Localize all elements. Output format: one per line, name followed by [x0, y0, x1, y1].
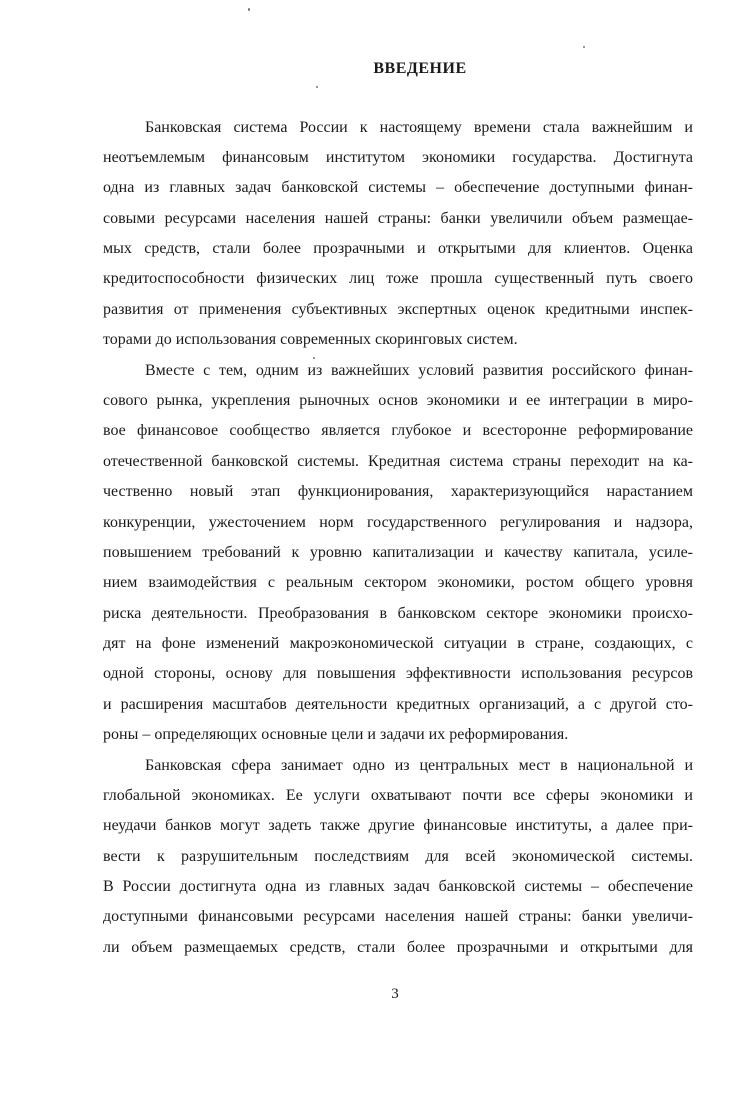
text-line: неотъемлемым финансовым институтом экономики государства. Достигнута	[103, 149, 693, 166]
text-line: Банковская сфера занимает одно из центральных мест в национальной и	[145, 757, 693, 774]
scan-speck	[316, 86, 318, 88]
text-line: доступными финансовыми ресурсами населения нашей страны: банки увеличи-	[103, 908, 693, 925]
text-line: нием взаимодействия с реальным сектором экономики, ростом общего уровня	[103, 574, 693, 591]
text-line: мых средств, стали более прозрачными и открытыми для клиентов. Оценка	[103, 240, 693, 257]
text-line: вести к разрушительным последствиям для всей экономической системы.	[103, 848, 693, 865]
text-line: торами до использования современных скоринговых систем.	[103, 331, 518, 348]
text-line: глобальной экономиках. Ее услуги охватывают почти все сферы экономики и	[103, 787, 693, 804]
text-line: риска деятельности. Преобразования в банковском секторе экономики происхо-	[103, 605, 693, 622]
scan-speck	[313, 357, 315, 359]
text-line: неудачи банков могут задеть также другие финансовые институты, а далее при-	[103, 817, 693, 834]
text-line: дят на фоне изменений макроэкономической ситуации в стране, создающих, с	[103, 635, 693, 652]
text-line: чественно новый этап функционирования, характеризующийся нарастанием	[103, 483, 693, 500]
page-number: 3	[391, 986, 399, 1002]
text-line: одной стороны, основу для повышения эффективности использования ресурсов	[103, 665, 693, 682]
text-line: сового рынка, укрепления рыночных основ экономики и ее интеграции в миро-	[103, 392, 693, 409]
text-line: и расширения масштабов деятельности кредитных организаций, а с другой сто-	[103, 696, 693, 713]
text-line: ли объем размещаемых средств, стали более прозрачными и открытыми для	[103, 939, 693, 956]
text-line: одна из главных задач банковской системы – обеспечение доступными финан-	[103, 179, 693, 196]
text-line: вое финансовое сообщество является глубокое и всесторонне реформирование	[103, 422, 693, 439]
text-line: кредитоспособности физических лиц тоже прошла существенный путь своего	[103, 270, 693, 287]
text-line: В России достигнута одна из главных задач банковской системы – обеспечение	[103, 878, 693, 895]
text-line: роны – определяющих основные цели и задачи их реформирования.	[103, 726, 569, 743]
text-line: развития от применения субъективных экспертных оценок кредитными инспек-	[103, 301, 693, 318]
text-line: Банковская система России к настоящему времени стала важнейшим и	[145, 119, 693, 136]
text-line: Вместе с тем, одним из важнейших условий развития российского финан-	[145, 362, 693, 379]
text-line: отечественной банковской системы. Кредитная система страны переходит на ка-	[103, 453, 693, 470]
text-line: совыми ресурсами населения нашей страны: банки увеличили объем размещае-	[103, 210, 693, 227]
scan-speck	[583, 46, 585, 48]
text-line: конкуренции, ужесточением норм государственного регулирования и надзора,	[103, 514, 693, 531]
scan-speck	[248, 8, 250, 11]
text-line: повышением требований к уровню капитализации и качеству капитала, усиле-	[103, 544, 693, 561]
page-title: ВВЕДЕНИЕ	[373, 60, 467, 77]
